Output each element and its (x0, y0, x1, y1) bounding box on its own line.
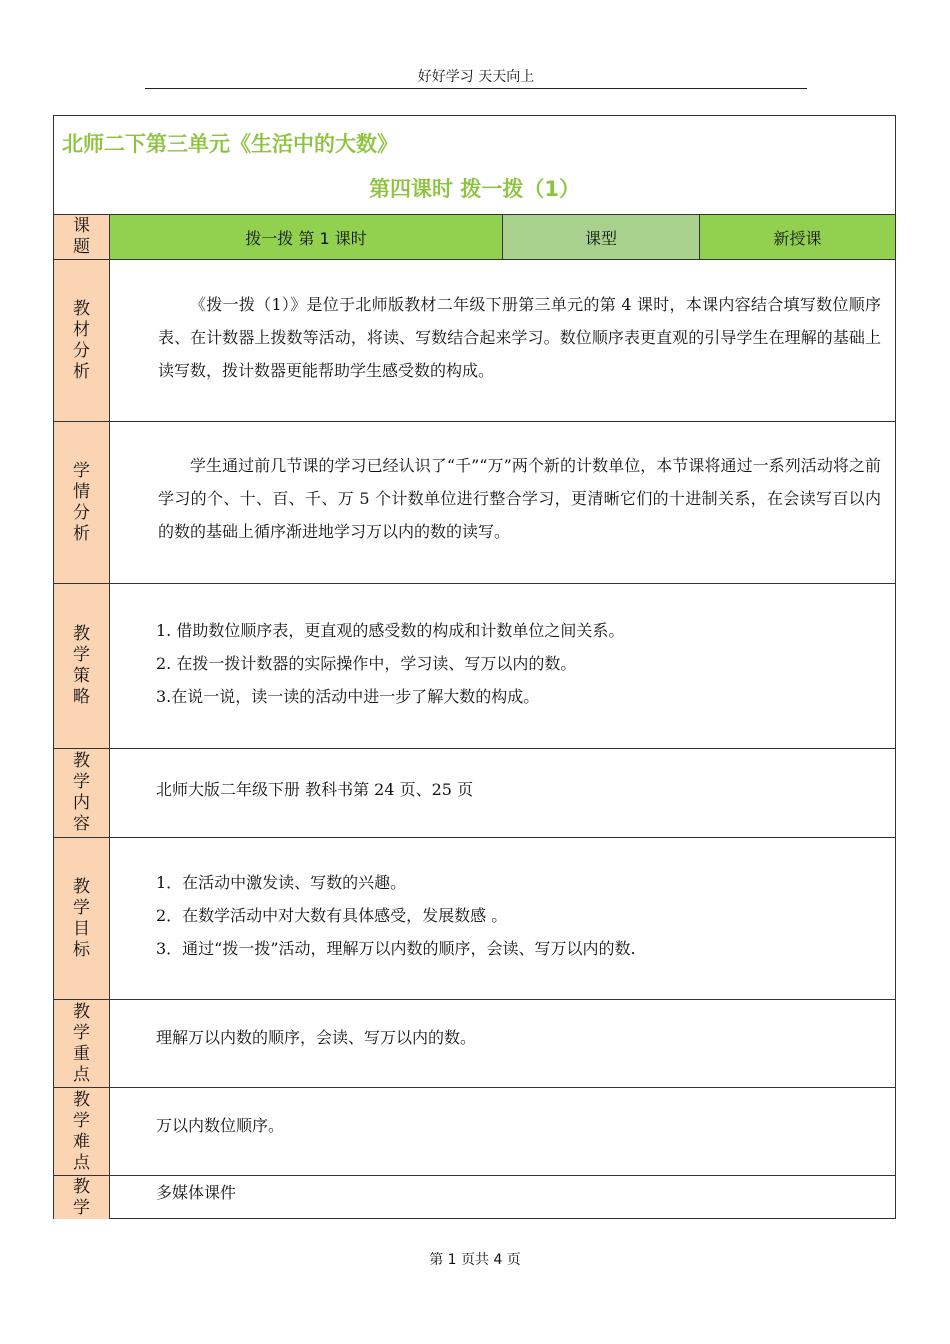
row-label: 教学目标 (54, 838, 110, 999)
teaching-difficulties-row (54, 1088, 895, 1176)
page-number: 第 1 页共 4 页 (429, 1252, 521, 1268)
teaching-key-points-row (54, 1000, 895, 1088)
teaching-content-row (54, 749, 895, 838)
key-point-item: 理解万以内数的顺序，会读、写万以内的数。 (156, 1028, 477, 1047)
difficulty-item: 万以内数位顺序。 (156, 1116, 285, 1135)
row-label: 课题 (54, 215, 110, 259)
lesson-title: 第四课时 拨一拨（1） (369, 177, 580, 201)
lesson-name-cell: 拨一拨 第 1 课时 (110, 215, 503, 259)
topic-row (54, 215, 895, 260)
title-block (54, 116, 895, 215)
goal-item: 1．在活动中激发读、写数的兴趣。 (156, 873, 407, 892)
teaching-prep-row (54, 1176, 895, 1219)
row-label: 教学内容 (54, 749, 110, 837)
row-label: 教学重点 (54, 1000, 110, 1087)
student-analysis-text: 学生通过前几节课的学习已经认识了“千”“万”两个新的计数单位，本节课将通过一系列活动将之前学习的个、十、百、千、万 5 个计数单位进行整合学习，更清晰它们的十进制关系，在会读写百以内的数的基础上循序渐进地学习万以内的数的读写。 (158, 456, 881, 541)
row-label: 教学 (54, 1176, 110, 1219)
page-header: 好好学习 天天向上 (417, 69, 535, 85)
strategy-item: 1. 借助数位顺序表，更直观的感受数的构成和计数单位之间关系。 (156, 621, 625, 640)
prep-item: 多媒体课件 (156, 1183, 237, 1202)
row-label: 教学难点 (54, 1088, 110, 1175)
header-divider (145, 88, 807, 89)
row-label: 教学策略 (54, 584, 110, 748)
teaching-goals-row (54, 838, 895, 1000)
unit-title: 北师二下第三单元《生活中的大数》 (62, 132, 398, 156)
row-label: 教材分析 (54, 260, 110, 421)
textbook-analysis-text: 《拨一拨（1）》是位于北师版教材二年级下册第三单元的第 4 课时，本课内容结合填写数位顺序表、在计数器上拨数等活动，将读、写数结合起来学习。数位顺序表更直观的引导学生在理解的基础上读写数，拨计数器更能帮助学生感受数的构成。 (158, 295, 881, 380)
goal-item: 2．在数学活动中对大数有具体感受，发展数感 。 (156, 906, 508, 925)
content-item: 北师大版二年级下册 教科书第 24 页、25 页 (156, 780, 474, 799)
student-analysis-row (54, 422, 895, 584)
lesson-type-value-cell: 新授课 (700, 215, 895, 259)
textbook-analysis-row (54, 260, 895, 422)
row-label: 学情分析 (54, 422, 110, 583)
strategy-item: 3.在说一说，读一读的活动中进一步了解大数的构成。 (156, 687, 540, 706)
lesson-type-label-cell: 课型 (503, 215, 700, 259)
lesson-plan-table (53, 115, 896, 1219)
teaching-strategy-row (54, 584, 895, 749)
strategy-item: 2. 在拨一拨计数器的实际操作中，学习读、写万以内的数。 (156, 654, 577, 673)
goal-item: 3．通过“拨一拨”活动，理解万以内数的顺序，会读、写万以内的数. (156, 939, 636, 958)
